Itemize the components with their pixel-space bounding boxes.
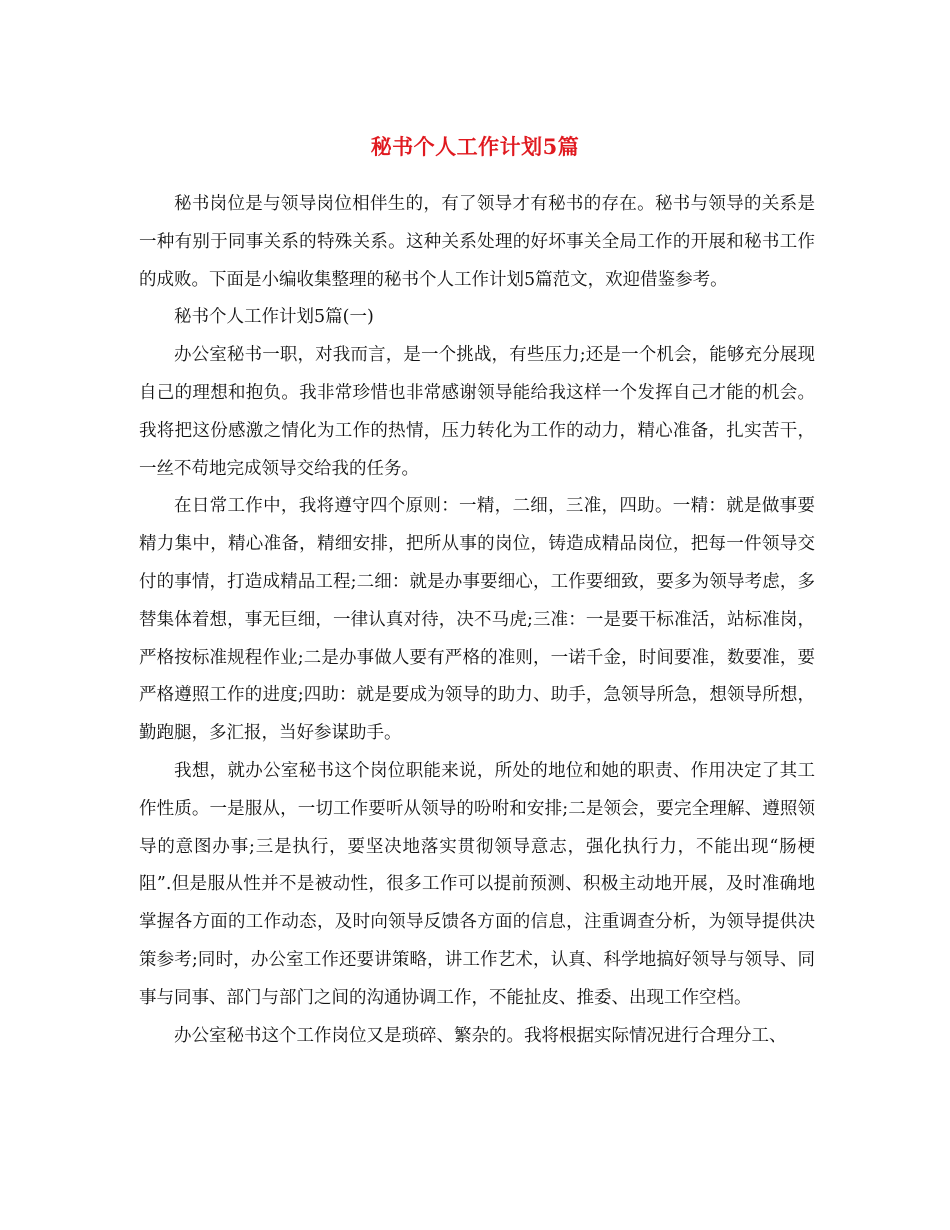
body-paragraph: 办公室秘书这个工作岗位又是琐碎、繁杂的。我将根据实际情况进行合理分工、 xyxy=(174,1025,787,1046)
body-paragraph: 在日常工作中，我将遵守四个原则：一精，二细，三准，四助。一精：就是做事要精力集中，精心准备，精细安排，把所从事的岗位，铸造成精品岗位，把每一件领导交付的事情，打造成精品工程;二细：就是办事要细心，工作要细致，要多为领导考虑，多替集体着想，事无巨细，一律认真对待，决不马虎;三准：一是要干标准活，站标准岗，严格按标准规程作业;二是办事做人要有严格的准则，一诺千金，时间要准，数要准，要严格遵照工作的进度;四助：就是要成为领导的助力、助手，急领导所急，想领导所想，勤跑腿，多汇报，当好参谋助手。 xyxy=(139,496,815,744)
body-paragraph: 办公室秘书一职，对我而言，是一个挑战，有些压力;还是一个机会，能够充分展现自己的理想和抱负。我非常珍惜也非常感谢领导能给我这样一个发挥自己才能的机会。我将把这份感激之情化为工作的热情，压力转化为工作的动力，精心准备，扎实苦干，一丝不苟地完成领导交给我的任务。 xyxy=(139,345,815,479)
body-paragraph: 我想，就办公室秘书这个岗位职能来说，所处的地位和她的职责、作用决定了其工作性质。一是服从，一切工作要听从领导的吩咐和安排;二是领会，要完全理解、遵照领导的意图办事;三是执行，要坚决地落实贯彻领导意志，强化执行力，不能出现“肠梗阻”.但是服从性并不是被动性，很多工作可以提前预测、积极主动地开展，及时准确地掌握各方面的工作动态，及时向领导反馈各方面的信息，注重调查分析，为领导提供决策参考;同时，办公室工作还要讲策略，讲工作艺术，认真、科学地搞好领导与领导、同事与同事、部门与部门之间的沟通协调工作，不能扯皮、推委、出现工作空档。 xyxy=(139,760,815,1008)
document-body xyxy=(139,186,815,1055)
document-title: 秘书个人工作计划5篇 xyxy=(370,134,580,160)
intro-paragraph: 秘书岗位是与领导岗位相伴生的，有了领导才有秘书的存在。秘书与领导的关系是一种有别于同事关系的特殊关系。这种关系处理的好坏事关全局工作的开展和秘书工作的成败。下面是小编收集整理的秘书个人工作计划5篇范文，欢迎借鉴参考。 xyxy=(139,194,815,290)
section-heading-1: 秘书个人工作计划5篇(一) xyxy=(174,307,374,328)
